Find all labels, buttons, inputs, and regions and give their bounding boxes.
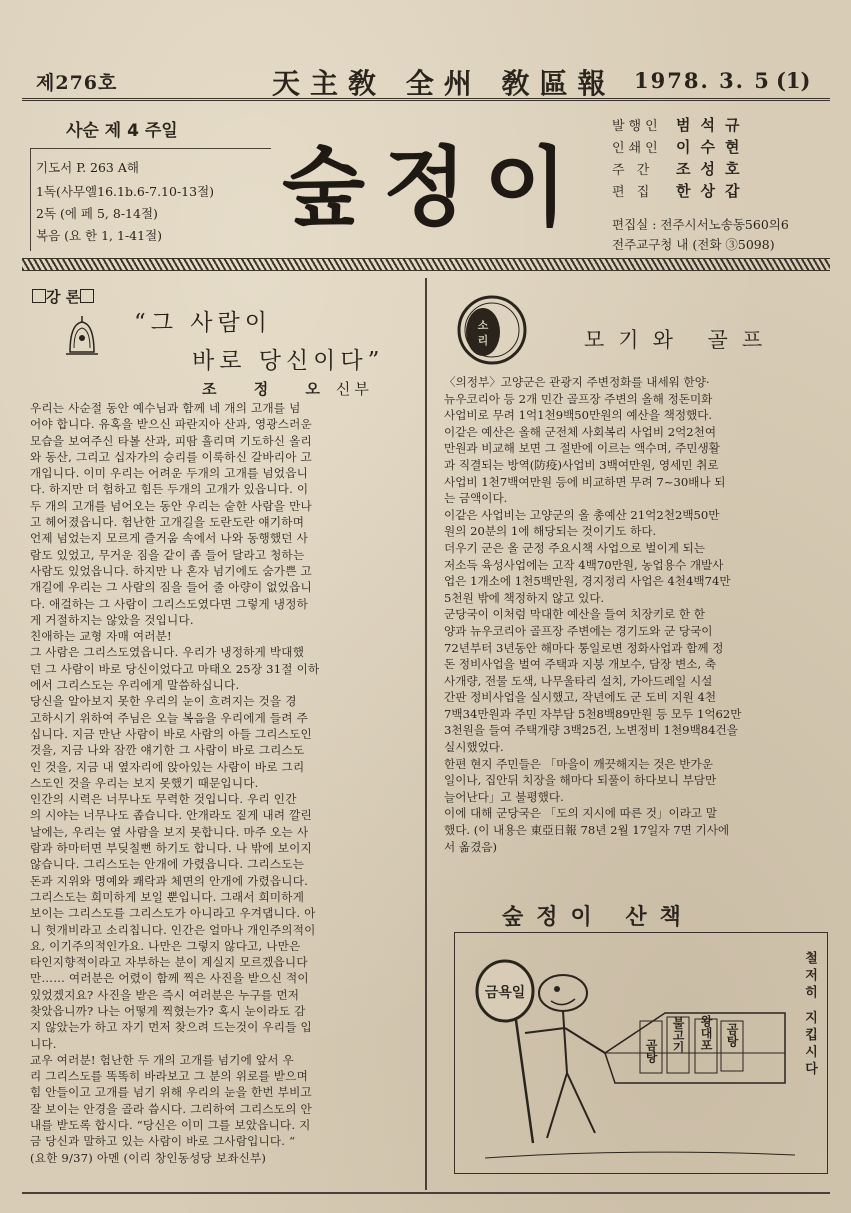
bottom-rule (22, 1192, 830, 1194)
protest-sign (477, 961, 533, 1143)
column-line: 7백34만원과 주민 자부담 5천8백89만원 등 모두 1억62만 (444, 706, 742, 721)
article-line: 지 않았는가 하고 자기 먼저 찾으려 드는것이 우리들 입 (30, 1020, 312, 1035)
column-body (444, 374, 830, 855)
article-line: 교우 여러분! 험난한 두 개의 고개를 넘기에 앞서 우 (30, 1052, 294, 1067)
column-line: 〈의정부〉고양군은 관광지 주변정화를 내세워 한양· (444, 375, 710, 389)
staff-name: 조성호 (676, 160, 750, 178)
cartoon-panel (454, 932, 828, 1174)
article-line: 사람도 있었읍니다. 하지만 나 혼자 넘기에도 숨가쁜 고 (30, 563, 312, 578)
liturgy-line: 1독(사무엘16.1b.6-7.10-13절) (36, 184, 215, 199)
column-line: 실시했었다. (444, 740, 504, 755)
article-line: 고 헤어졌읍니다. 험난한 고개길을 도란도란 얘기하며 (30, 515, 305, 530)
bell-ornament-icon (62, 312, 102, 360)
article-line: 두 개의 고개를 넘어오는 동안 우리는 숱한 사람을 만나 (30, 498, 312, 513)
article-line: (요한 9/37) 아멘 (이리 창인동성당 보좌신부) (30, 1150, 267, 1165)
column-line: 양과 뉴우코리아 골프장 주변에는 경기도와 군 당국이 (444, 623, 713, 638)
column-line: 원의 20분의 1에 해당되는 것이기도 하다. (444, 524, 657, 539)
article-line: 다. 하지만 더 험하고 힘든 두개의 고개가 있읍니다. 이 (30, 482, 309, 497)
house-sign: 곰탕 (725, 1023, 739, 1047)
sori-icon-text: 리 (477, 334, 489, 347)
column-line: 사개량, 전물 도색, 나무울타리 설치, 가아드레일 시설 (444, 673, 713, 688)
newspaper-title: 天主敎 全州 敎區報 (272, 67, 616, 100)
box-icon (32, 289, 46, 303)
column-headline: 모기와 골프 (584, 328, 777, 352)
article-line: 게 거절하지는 않았을 것입니다. (30, 612, 194, 627)
column-line: 사업비로 무려 1억1천9백50만원의 예산을 책정했다. (444, 408, 713, 423)
article-line: 잘 보이는 안경을 골라 씁시다. 그리하여 그리스도의 안 (30, 1101, 312, 1116)
column-line: 업은 1개소에 1천5백만원, 경지정리 사업은 4천4백74만 (444, 574, 731, 589)
newspaper-logo: 숲정이 (282, 138, 586, 238)
article-line: 있었겠지요? 사진을 받은 즉시 여러분은 누구를 먼저 (30, 987, 300, 1002)
article-line: 에서 그리스도는 우리에게 말씀하십니다. (30, 678, 240, 693)
column-line: 사업비 1천7백여만원 등에 비교하면 무려 7~30배나 되 (444, 474, 726, 489)
article-line: 요, 이기주의적인가요. 나만은 그렇지 않다고, 나만은 (30, 938, 301, 953)
column-line: 군당국이 이처럼 막대한 예산을 들여 치장키로 한 한 (444, 607, 705, 622)
article-line: 의 시야는 너무나도 좁습니다. 안개라도 짙게 내려 깔린 (30, 808, 312, 823)
column-line: 했다. (이 내용은 東亞日報 78년 2월 17일자 7면 기사에 (444, 823, 730, 838)
staff-row (612, 114, 749, 135)
article-line: 우리는 사순절 동안 예수님과 함께 네 개의 고개를 넘 (30, 401, 301, 415)
article-line: 그리스도는 희미하게 보일 뿐입니다. 그래서 희미하게 (30, 889, 305, 904)
article-line: 와 동산, 그리고 십자가의 승리를 이룩하신 갈바리아 고 (30, 449, 312, 464)
column-line: 간판 정비사업을 실시했고, 작년에도 군 도비 지원 4천 (444, 690, 717, 705)
article-line: 니 헛개비라고 소리칩니다. 인간은 얼마나 개인주의적이 (30, 922, 316, 937)
editorial-address (612, 215, 789, 255)
column-line: 이에 대해 군당국은 「도의 지시에 따른 것」이라고 말 (444, 806, 717, 821)
staff-row (612, 180, 749, 201)
byline (202, 378, 373, 399)
staff-row (612, 136, 749, 157)
issue-date: 1978. 3. 5 (634, 68, 771, 93)
masthead (22, 58, 830, 101)
column-divider (425, 278, 427, 1190)
article-line: 만…… 여러분은 어렸이 함께 찍은 사진을 받으신 적이 (30, 971, 309, 986)
author-title: 신부 (335, 380, 373, 398)
article-line: 그 사람은 그리스도였읍니다. 우리가 냉정하게 박대했 (30, 645, 305, 660)
column-line: 늘어난다」고 불평했다. (444, 789, 564, 804)
liturgy-line: 2독 (에 페 5, 8-14절) (36, 206, 158, 221)
column-line: 만원과 비교해 보면 그 절반에 이르는 액수며, 주민생활 (444, 441, 720, 456)
column-line: 과 직결되는 방역(防疫)사업비 3백여만원, 영세민 취로 (444, 457, 719, 472)
staff-role: 편 집 (612, 185, 654, 200)
sori-column-icon (456, 294, 528, 366)
article-line: 모습을 보여주신 타볼 산과, 피땀 흘리며 기도하신 올리 (30, 433, 312, 448)
article-line: 날에는, 우리는 옆 사람을 보지 못합니다. 마주 오는 사 (30, 824, 309, 839)
column-line: 한편 현지 주민들은 「마을이 깨끗해지는 것은 반가운 (444, 756, 713, 771)
article-line: 어야 합니다. 유혹을 받으신 파란지아 산과, 영광스러운 (30, 417, 312, 432)
staff-name: 한상갑 (676, 182, 750, 200)
article-line: 언제 넘었는지 모르게 즐거움 속에서 나와 동행했던 사 (30, 531, 308, 546)
article-line: 인 것을, 지금 내 옆자리에 앉아있는 사람이 바로 그리 (30, 759, 305, 774)
cartoon-title: 숲정이 산책 (502, 905, 694, 930)
house-sign: 왕대포 (699, 1015, 713, 1051)
cartoon-drawing (455, 933, 827, 1173)
article-line: 당신을 알아보지 못한 우리의 눈이 흐려지는 것을 경 (30, 694, 297, 709)
article-line: 금 당신과 말하고 있는 사람이 바로 그사람입니다. “ (30, 1134, 296, 1149)
hatched-divider (22, 258, 830, 271)
column-line: 일이나, 집안뒤 치장을 해마다 되풀이 하다보니 부담만 (444, 773, 717, 788)
article-line: 리 그리스도를 똑똑히 바라보고 그 분의 위로를 받으며 (30, 1069, 308, 1084)
article-line: 타인지향적이라고 자부하는 분이 계실지 모르겠읍니다 (30, 955, 308, 970)
address-line: 전주교구청 내 (전화 ③5098) (612, 237, 775, 252)
staff-role: 주 간 (612, 163, 654, 178)
issue-number: 제276호 (36, 72, 118, 94)
address-line: 편집실 : 전주시서노송동560의6 (612, 217, 789, 232)
staff-role: 인쇄인 (612, 141, 662, 156)
headline-line-1: “그 사람이 (134, 310, 272, 336)
column-line: 돈 정비사업을 벌여 주택과 지붕 개보수, 담장 변소, 축 (444, 657, 717, 672)
article-line: 던 그 사람이 바로 당신이었다고 마태오 25장 31절 이하 (30, 661, 320, 676)
staff-name: 범석규 (676, 116, 750, 134)
article-line: 것을, 지금 나와 잠깐 얘기한 그 사람이 바로 그리스도 (30, 743, 305, 758)
liturgy-box (22, 108, 274, 253)
cartoon-figure (525, 975, 605, 1138)
house-sign: 불고기 (671, 1017, 685, 1053)
column-line: 이같은 사업비는 고양군의 올 총예산 21억2천2백50만 (444, 507, 720, 522)
liturgy-line: 복음 (요 한 1, 1-41절) (36, 228, 163, 243)
article-line: 고하시기 위하여 주님은 오늘 복음을 우리에게 들려 주 (30, 710, 308, 725)
article-line: 돈과 지위와 명예와 쾌락과 체면의 안개에 가렸읍니다. (30, 873, 308, 888)
section-label-text: 강 론 (46, 288, 81, 306)
staff-row (612, 158, 749, 179)
staff-role: 발행인 (612, 119, 662, 134)
column-line: 더우기 군은 올 군정 주요시책 사업으로 벌이게 되는 (444, 540, 705, 555)
section-label (32, 286, 94, 307)
sign-text: 금욕일 (484, 985, 526, 1001)
cartoon-caption: 철저히 지킵시다 (802, 951, 817, 1079)
headline-line-2: 바로 당신이다” (192, 348, 385, 374)
liturgy-line: 기도서 P. 263 A해 (36, 160, 139, 175)
article-line: 십니다. 지금 만난 사람이 바로 사람의 아들 그리스도인 (30, 726, 312, 741)
article-line: 개길에 우리는 그 사람의 짐을 들어 줄 아량이 없었읍니 (30, 580, 312, 595)
column-line: 뉴우코리아 등 2개 민간 골프장 주변의 올해 정돈미화 (444, 391, 713, 406)
liturgy-title: 사순 제 4 주일 (66, 121, 178, 141)
column-line: 서 옮겼음) (444, 839, 498, 854)
column-line: 저소득 육성사업에는 고작 4백70만원, 농업용수 개발사 (444, 557, 724, 572)
article-line: 인간의 시력은 너무나도 무력한 것입니다. 우리 인간 (30, 792, 297, 807)
column-line: 는 금액이다. (444, 491, 508, 506)
article-line: 니다. (30, 1036, 57, 1051)
article-line: 찾았읍니까? 나는 어떻게 찍혔는가? 혹시 눈이라도 감 (30, 1003, 306, 1018)
page-number: (1) (776, 68, 811, 93)
column-line: 5천원 밖에 책정하지 않고 있다. (444, 590, 605, 605)
column-line: 72년부터 3년동안 해마다 통일로변 정화사업과 함께 정 (444, 640, 724, 655)
article-line: 보이는 그리스도를 그리스도가 아니라고 우겨댑니다. 아 (30, 906, 316, 921)
column-line: 이같은 예산은 올해 군전체 사회복리 사업비 2억2천여 (444, 424, 717, 439)
article-line: 개입니다. 이미 우리는 어려운 두개의 고개를 넘었읍니 (30, 466, 308, 481)
article-line: 스도인 것을 우리는 보지 못했기 때문입니다. (30, 775, 259, 790)
article-line: 내를 받도록 합시다. “당신은 이미 그를 보았읍니다. 지 (30, 1118, 311, 1133)
article-line: 힘 안들이고 고개를 넘기 위해 우리의 눈을 한번 부비고 (30, 1085, 312, 1100)
house-sign: 곰탕 (644, 1039, 658, 1063)
article-line: 람과 하마터면 부딪칠뻔 하기도 합니다. 나 밖에 보이지 (30, 841, 312, 856)
article-line: 람도 있었고, 무거운 짐을 같이 좀 들어 달라고 청하는 (30, 547, 305, 562)
article-body (30, 400, 415, 1166)
author-name: 조 정 오 (202, 380, 336, 398)
article-line: 다. 애걸하는 그 사람이 그리스도였다면 그렇게 냉정하 (30, 596, 308, 611)
sori-icon-text: 소 (477, 319, 489, 332)
column-line: 3천원을 들여 주택개량 3백25건, 노변정비 1천9백84건을 (444, 723, 738, 738)
box-icon (80, 289, 94, 303)
article-line: 친애하는 교형 자매 여러분! (30, 629, 172, 644)
article-line: 않습니다. 그리스도는 안개에 가렸읍니다. 그리스도는 (30, 857, 305, 872)
staff-name: 이수현 (676, 138, 750, 156)
